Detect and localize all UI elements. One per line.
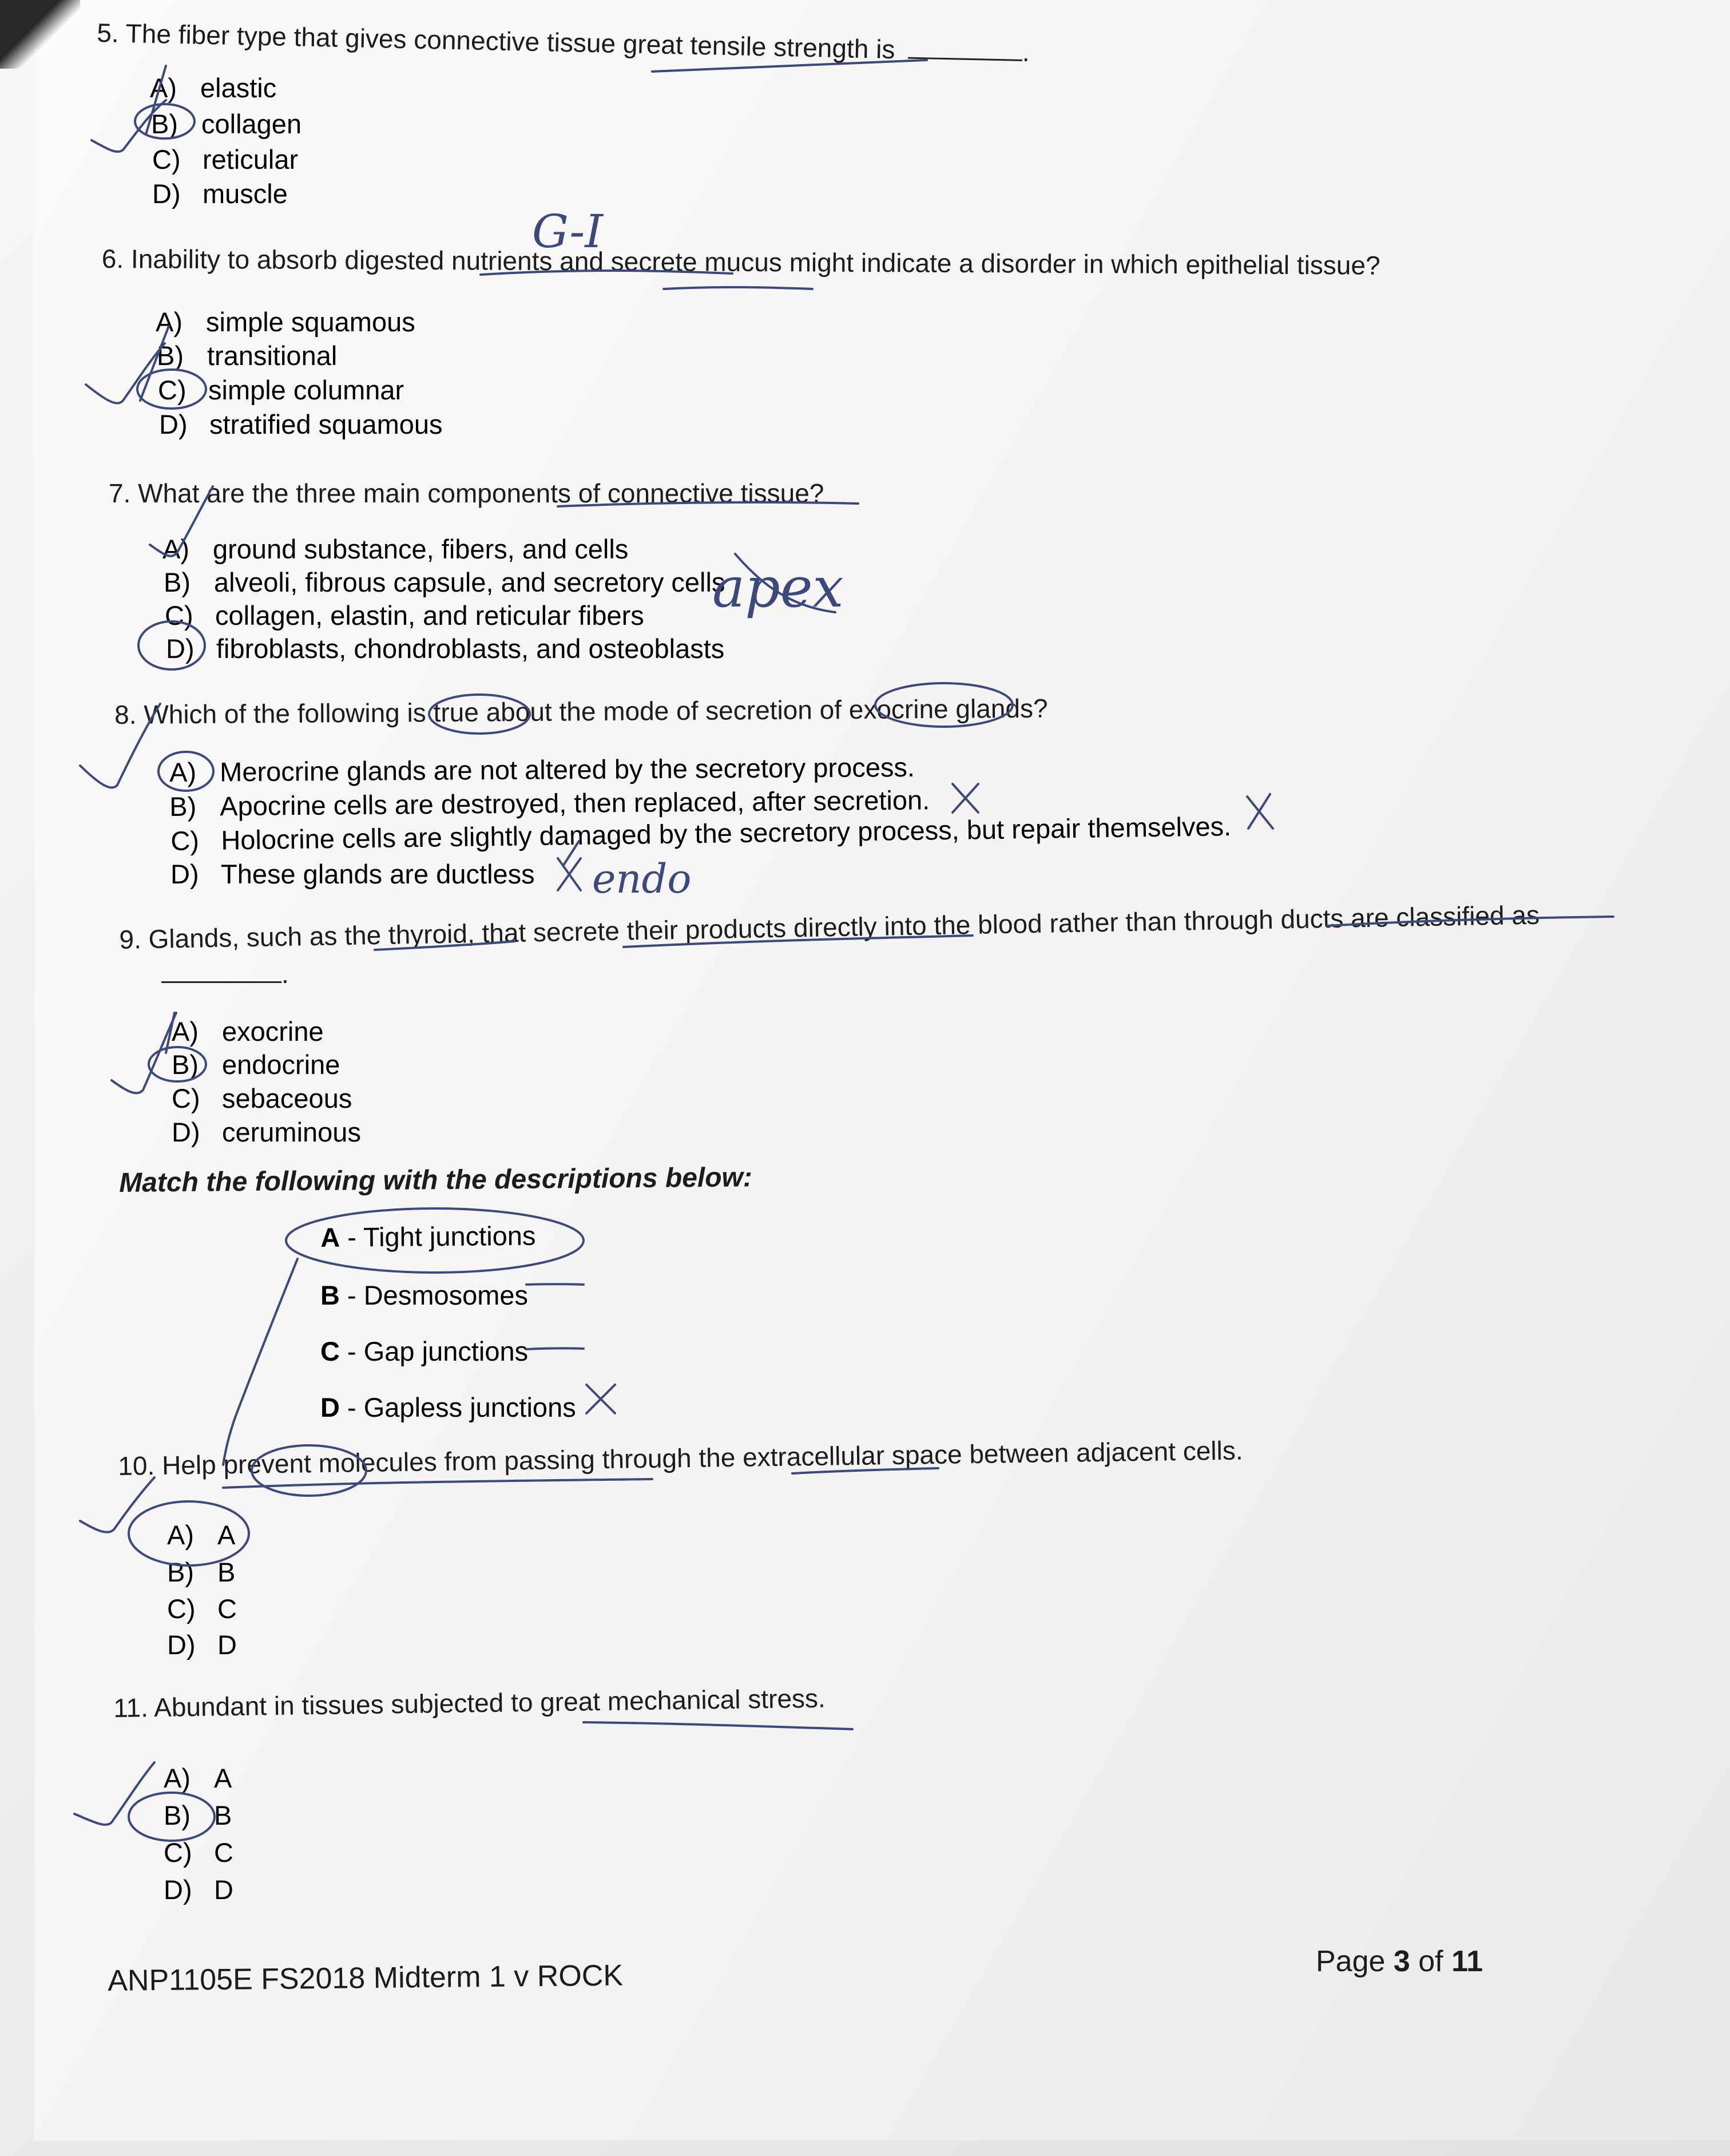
- option-letter: D): [172, 1117, 200, 1147]
- match-item-d: [320, 1392, 576, 1423]
- option-letter: A): [162, 534, 189, 564]
- question-stem: [114, 693, 1048, 730]
- option-5c[interactable]: [152, 144, 298, 175]
- option-6c[interactable]: [158, 374, 404, 406]
- option-letter: B): [164, 567, 191, 597]
- option-7a[interactable]: [162, 533, 628, 565]
- option-10c[interactable]: [167, 1593, 237, 1624]
- question-text: Abundant in tissues subjected to great mechanical stress.: [153, 1683, 826, 1723]
- stem-end: .: [281, 959, 289, 989]
- question-number: 8.: [114, 699, 137, 730]
- match-item-a: [320, 1220, 536, 1253]
- option-letter: B): [157, 340, 184, 371]
- option-letter: B): [167, 1557, 194, 1587]
- page-corner-shadow: [0, 0, 80, 69]
- match-text: Gapless junctions: [363, 1392, 576, 1422]
- option-letter: A): [156, 307, 182, 337]
- answer-blank: [161, 981, 281, 983]
- option-letter: A): [172, 1016, 199, 1047]
- stem-end: .: [1022, 37, 1030, 68]
- option-8a[interactable]: [169, 751, 915, 788]
- option-5b[interactable]: [151, 108, 301, 140]
- option-letter: C): [165, 600, 193, 631]
- option-text: C: [214, 1837, 233, 1868]
- question-8: [114, 693, 1048, 730]
- option-letter: C): [170, 825, 200, 856]
- option-letter: D): [167, 1630, 196, 1660]
- answer-blank: [908, 57, 1022, 61]
- page-total: 11: [1451, 1945, 1483, 1978]
- question-number: 10.: [118, 1450, 155, 1481]
- option-9b[interactable]: [172, 1049, 340, 1080]
- match-key: B: [320, 1280, 340, 1310]
- match-sep: -: [339, 1392, 364, 1422]
- option-7b[interactable]: [164, 566, 725, 598]
- option-letter: C): [167, 1594, 196, 1624]
- option-letter: D): [152, 179, 181, 209]
- option-9a[interactable]: [172, 1016, 324, 1047]
- option-text: sebaceous: [222, 1083, 352, 1113]
- question-number: 5.: [96, 17, 120, 48]
- match-sep: -: [339, 1280, 364, 1310]
- match-key: D: [320, 1392, 340, 1422]
- option-text: elastic: [200, 73, 277, 103]
- option-6a[interactable]: [156, 306, 415, 338]
- option-6b[interactable]: [157, 340, 337, 371]
- exam-title-footer: ANP1105E FS2018 Midterm 1 v ROCK: [108, 1959, 624, 1998]
- option-10a[interactable]: [167, 1519, 235, 1551]
- option-8d[interactable]: [170, 858, 535, 890]
- option-text: ground substance, fibers, and cells: [213, 534, 629, 564]
- option-letter: B): [151, 109, 178, 139]
- page-current: 3: [1393, 1945, 1410, 1978]
- option-text: D: [217, 1630, 237, 1660]
- match-sep: -: [339, 1336, 364, 1366]
- match-text: Tight junctions: [363, 1220, 536, 1253]
- match-key: C: [320, 1336, 340, 1366]
- option-text: fibroblasts, chondroblasts, and osteoblasts: [216, 633, 725, 664]
- option-text: exocrine: [222, 1016, 324, 1047]
- option-11d[interactable]: [164, 1874, 233, 1905]
- option-text: ceruminous: [222, 1117, 361, 1147]
- option-letter: B): [172, 1049, 199, 1080]
- match-item-c: [320, 1335, 528, 1367]
- option-text: B: [217, 1557, 236, 1587]
- margin-note-q8: endo: [592, 855, 692, 902]
- question-text: Which of the following is true about the mode of secretion of exocrine glands?: [144, 693, 1048, 730]
- page-number: [1316, 1944, 1483, 1979]
- option-text: Holocrine cells are slightly damaged by the secretory process, but repair themselves.: [221, 811, 1232, 855]
- page-prefix: Page: [1316, 1945, 1394, 1978]
- option-text: transitional: [207, 340, 338, 371]
- question-stem: [109, 478, 824, 509]
- match-heading: Match the following with the descriptions below:: [119, 1162, 753, 1198]
- option-9d[interactable]: [172, 1116, 361, 1148]
- question-number: 11.: [113, 1693, 149, 1723]
- option-text: simple squamous: [206, 307, 415, 337]
- question-number: 7.: [109, 478, 131, 508]
- option-text: Merocrine glands are not altered by the secretory process.: [220, 751, 915, 787]
- option-letter: D): [166, 633, 195, 664]
- match-text: Gap junctions: [363, 1336, 529, 1366]
- option-text: A: [217, 1520, 236, 1550]
- question-text: What are the three main components of connective tissue?: [138, 478, 824, 508]
- option-11c[interactable]: [164, 1837, 233, 1868]
- question-9-blank-line: [161, 958, 289, 989]
- option-text: endocrine: [222, 1049, 340, 1080]
- match-key: A: [320, 1222, 340, 1253]
- question-text: Glands, such as the thyroid, that secrete their products directly into the blood rather than through ducts are classified as: [148, 899, 1540, 954]
- option-5d[interactable]: [152, 178, 288, 209]
- option-letter: D): [159, 409, 188, 439]
- question-text: Inability to absorb digested nutrients and secrete mucus might indicate a disorder in which epithelial tissue?: [130, 244, 1380, 280]
- option-text: A: [214, 1763, 232, 1793]
- option-text: collagen: [201, 109, 302, 139]
- option-10d[interactable]: [167, 1629, 237, 1660]
- option-text: Apocrine cells are destroyed, then replaced, after secretion.: [220, 784, 930, 822]
- option-text: collagen, elastin, and reticular fibers: [215, 600, 644, 631]
- option-7d[interactable]: [166, 633, 724, 664]
- option-text: D: [214, 1874, 233, 1905]
- option-letter: A): [150, 73, 177, 103]
- page-mid: of: [1410, 1945, 1452, 1978]
- question-number: 9.: [119, 924, 142, 954]
- option-letter: C): [172, 1083, 200, 1113]
- option-6d[interactable]: [159, 409, 443, 440]
- option-letter: A): [169, 756, 197, 787]
- option-5a[interactable]: [150, 72, 276, 104]
- option-text: reticular: [203, 144, 299, 175]
- option-text: B: [214, 1800, 232, 1830]
- option-9c[interactable]: [172, 1083, 352, 1114]
- option-letter: D): [170, 859, 199, 889]
- match-item-b: [320, 1279, 528, 1311]
- question-number: 6.: [101, 244, 124, 274]
- option-letter: C): [152, 144, 181, 175]
- option-letter: B): [164, 1800, 191, 1830]
- option-letter: A): [164, 1763, 191, 1793]
- option-text: simple columnar: [208, 375, 404, 405]
- question-text: The fiber type that gives connective tissue great tensile strength is: [125, 18, 895, 65]
- option-letter: A): [167, 1520, 194, 1550]
- margin-note-q6: G-I: [532, 205, 604, 258]
- option-text: alveoli, fibrous capsule, and secretory cells: [214, 567, 725, 597]
- option-11a[interactable]: [164, 1762, 232, 1794]
- option-letter: B): [169, 791, 197, 822]
- option-7c[interactable]: [165, 600, 644, 631]
- option-letter: D): [164, 1874, 192, 1905]
- option-text: C: [217, 1594, 237, 1624]
- question-7: [109, 478, 824, 509]
- option-letter: C): [158, 375, 187, 405]
- option-text: stratified squamous: [209, 409, 443, 439]
- option-10b[interactable]: [167, 1556, 235, 1588]
- option-11b[interactable]: [164, 1800, 232, 1831]
- match-sep: -: [339, 1222, 364, 1253]
- question-text: Help prevent molecules from passing through the extracellular space between adjacent cells.: [161, 1435, 1243, 1480]
- option-text: These glands are ductless: [221, 859, 535, 889]
- margin-note-q7: apex: [712, 556, 844, 620]
- match-text: Desmosomes: [363, 1280, 529, 1310]
- option-letter: C): [164, 1837, 192, 1868]
- option-text: muscle: [203, 179, 288, 209]
